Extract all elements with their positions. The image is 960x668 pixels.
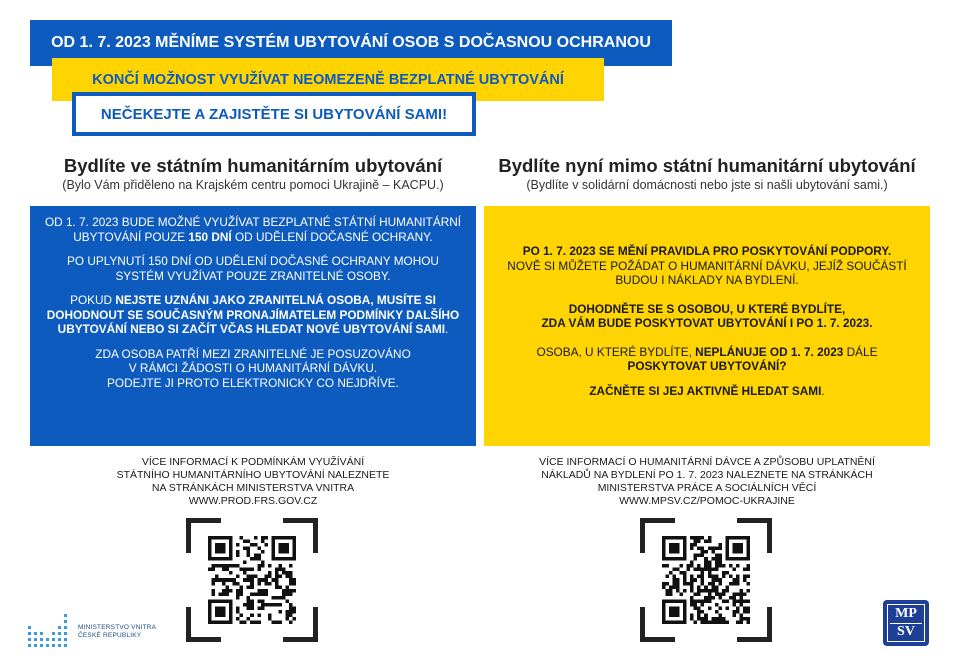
info-line: NÁKLADŮ NA BYDLENÍ PO 1. 7. 2023 NALEZNETE NA STRÁNKÁCH <box>541 469 873 481</box>
text: OD UDĚLENÍ DOČASNÉ OCHRANY. <box>231 229 433 244</box>
right-paragraph-1 <box>498 244 916 288</box>
left-subheading: (Bylo Vám přiděleno na Krajském centru pomoci Ukrajině – KACPU.) <box>62 178 444 192</box>
text-line: PODEJTE JI PROTO ELEKTRONICKY CO NEJDŘÍVE. <box>107 375 399 390</box>
info-link[interactable]: WWW.MPSV.CZ/POMOC-UKRAJINE <box>619 495 795 507</box>
qr-code-icon[interactable] <box>662 536 750 624</box>
right-content-box <box>484 206 930 446</box>
mv-logo-text <box>78 624 156 640</box>
left-content-box <box>30 206 476 446</box>
left-qr-frame <box>186 518 318 642</box>
text-line: V RÁMCI ŽÁDOSTI O HUMANITÁRNÍ DÁVKU. <box>128 361 378 375</box>
mv-logo-line: ČESKÉ REPUBLIKY <box>78 632 142 639</box>
text: DÁLE <box>843 344 878 359</box>
left-more-info <box>30 456 476 508</box>
mpsv-logo-icon <box>883 600 929 646</box>
info-line: MINISTERSTVA PRÁCE A SOCIÁLNÍCH VĚCÍ <box>597 482 817 494</box>
text: . <box>821 383 825 398</box>
left-paragraph-4 <box>44 347 462 391</box>
text: OSOBA, U KTERÉ BYDLÍTE, <box>536 344 696 359</box>
info-link[interactable]: WWW.PROD.FRS.GOV.CZ <box>188 495 318 507</box>
left-paragraph-1 <box>44 215 462 244</box>
qr-code-icon[interactable] <box>208 536 296 624</box>
left-paragraph-3 <box>44 293 462 337</box>
mv-logo-line: MINISTERSTVO VNITRA <box>78 624 157 631</box>
right-qr-frame <box>640 518 772 642</box>
mpsv-logo-top: MP <box>895 606 917 621</box>
text-bold: 150 DNÍ <box>188 229 232 244</box>
banner-main-text: OD 1. 7. 2023 MĚNÍME SYSTÉM UBYTOVÁNÍ OSOB S DOČASNOU OCHRANOU <box>51 34 651 51</box>
right-heading: Bydlíte nyní mimo státní humanitární ubytování <box>498 155 916 176</box>
text-bold: POSKYTOVAT UBYTOVÁNÍ? <box>627 359 787 373</box>
banner-second-text: KONČÍ MOŽNOST VYUŽÍVAT NEOMEZENĚ BEZPLATNÉ UBYTOVÁNÍ <box>92 71 564 88</box>
info-line: NA STRÁNKÁCH MINISTERSTVA VNITRA <box>151 482 355 494</box>
right-paragraph-2 <box>498 302 916 331</box>
text-bold: ZDA VÁM BUDE POSKYTOVAT UBYTOVÁNÍ I PO 1. 7. 2023. <box>541 316 873 330</box>
text-bold: ZAČNĚTE SI JEJ AKTIVNĚ HLEDAT SAMI <box>589 383 822 398</box>
info-line: VÍCE INFORMACÍ O HUMANITÁRNÍ DÁVCE A ZPŮSOBU UPLATNĚNÍ <box>539 456 875 468</box>
right-more-info <box>484 456 930 508</box>
text-line: ZDA OSOBA PATŘÍ MEZI ZRANITELNÉ JE POSUZOVÁNO <box>95 346 411 361</box>
text-bold: PO 1. 7. 2023 SE MĚNÍ PRAVIDLA PRO POSKYTOVÁNÍ PODPORY. <box>522 244 892 258</box>
right-paragraph-4 <box>498 384 916 399</box>
text-bold: NEPLÁNUJE OD 1. 7. 2023 <box>695 344 844 359</box>
text: OD 1. 7. 2023 BUDE MOŽNÉ VYUŽÍVAT BEZPLATNÉ STÁTNÍ HUMANITÁRNÍ UBYTOVÁNÍ POUZE <box>44 215 462 244</box>
banner-third <box>72 92 476 136</box>
text-bold: NEJSTE UZNÁNI JAKO ZRANITELNÁ OSOBA, MUSÍTE SI DOHODNOUT SE SOUČASNÝM PRONAJÍMATELEM PODMÍNKY DALŠÍHO UBYTOVÁNÍ NEBO SI ZAČÍT VČAS HLEDAT NOVÉ UBYTOVÁNÍ SAMI <box>46 293 460 336</box>
text: POKUD <box>70 293 116 307</box>
info-line: VÍCE INFORMACÍ K PODMÍNKÁM VYUŽÍVÁNÍ <box>141 456 365 468</box>
right-subheading: (Bydlíte v solidární domácnosti nebo jste si našli ubytování sami.) <box>526 178 888 192</box>
right-paragraph-3 <box>498 345 916 374</box>
text-bold: DOHODNĚTE SE S OSOBOU, U KTERÉ BYDLÍTE, <box>568 301 846 316</box>
info-line: STÁTNÍHO HUMANITÁRNÍHO UBYTOVÁNÍ NALEZNETE <box>116 469 390 481</box>
text: NOVĚ SI MŮŽETE POŽÁDAT O HUMANITÁRNÍ DÁVKU, JEJÍŽ SOUČÁSTÍ BUDOU I NÁKLADY NA BYDLENÍ. <box>507 258 907 287</box>
left-paragraph-2: PO UPLYNUTÍ 150 DNÍ OD UDĚLENÍ DOČASNÉ OCHRANY MOHOU SYSTÉM VYUŽÍVAT POUZE ZRANITELNÉ OSOBY. <box>67 254 439 283</box>
banner-third-text: NEČEKEJTE A ZAJISTĚTE SI UBYTOVÁNÍ SAMI! <box>100 105 448 123</box>
left-heading: Bydlíte ve státním humanitárním ubytování <box>63 155 443 176</box>
text: . <box>445 322 449 336</box>
mpsv-logo-bottom: SV <box>897 624 915 639</box>
